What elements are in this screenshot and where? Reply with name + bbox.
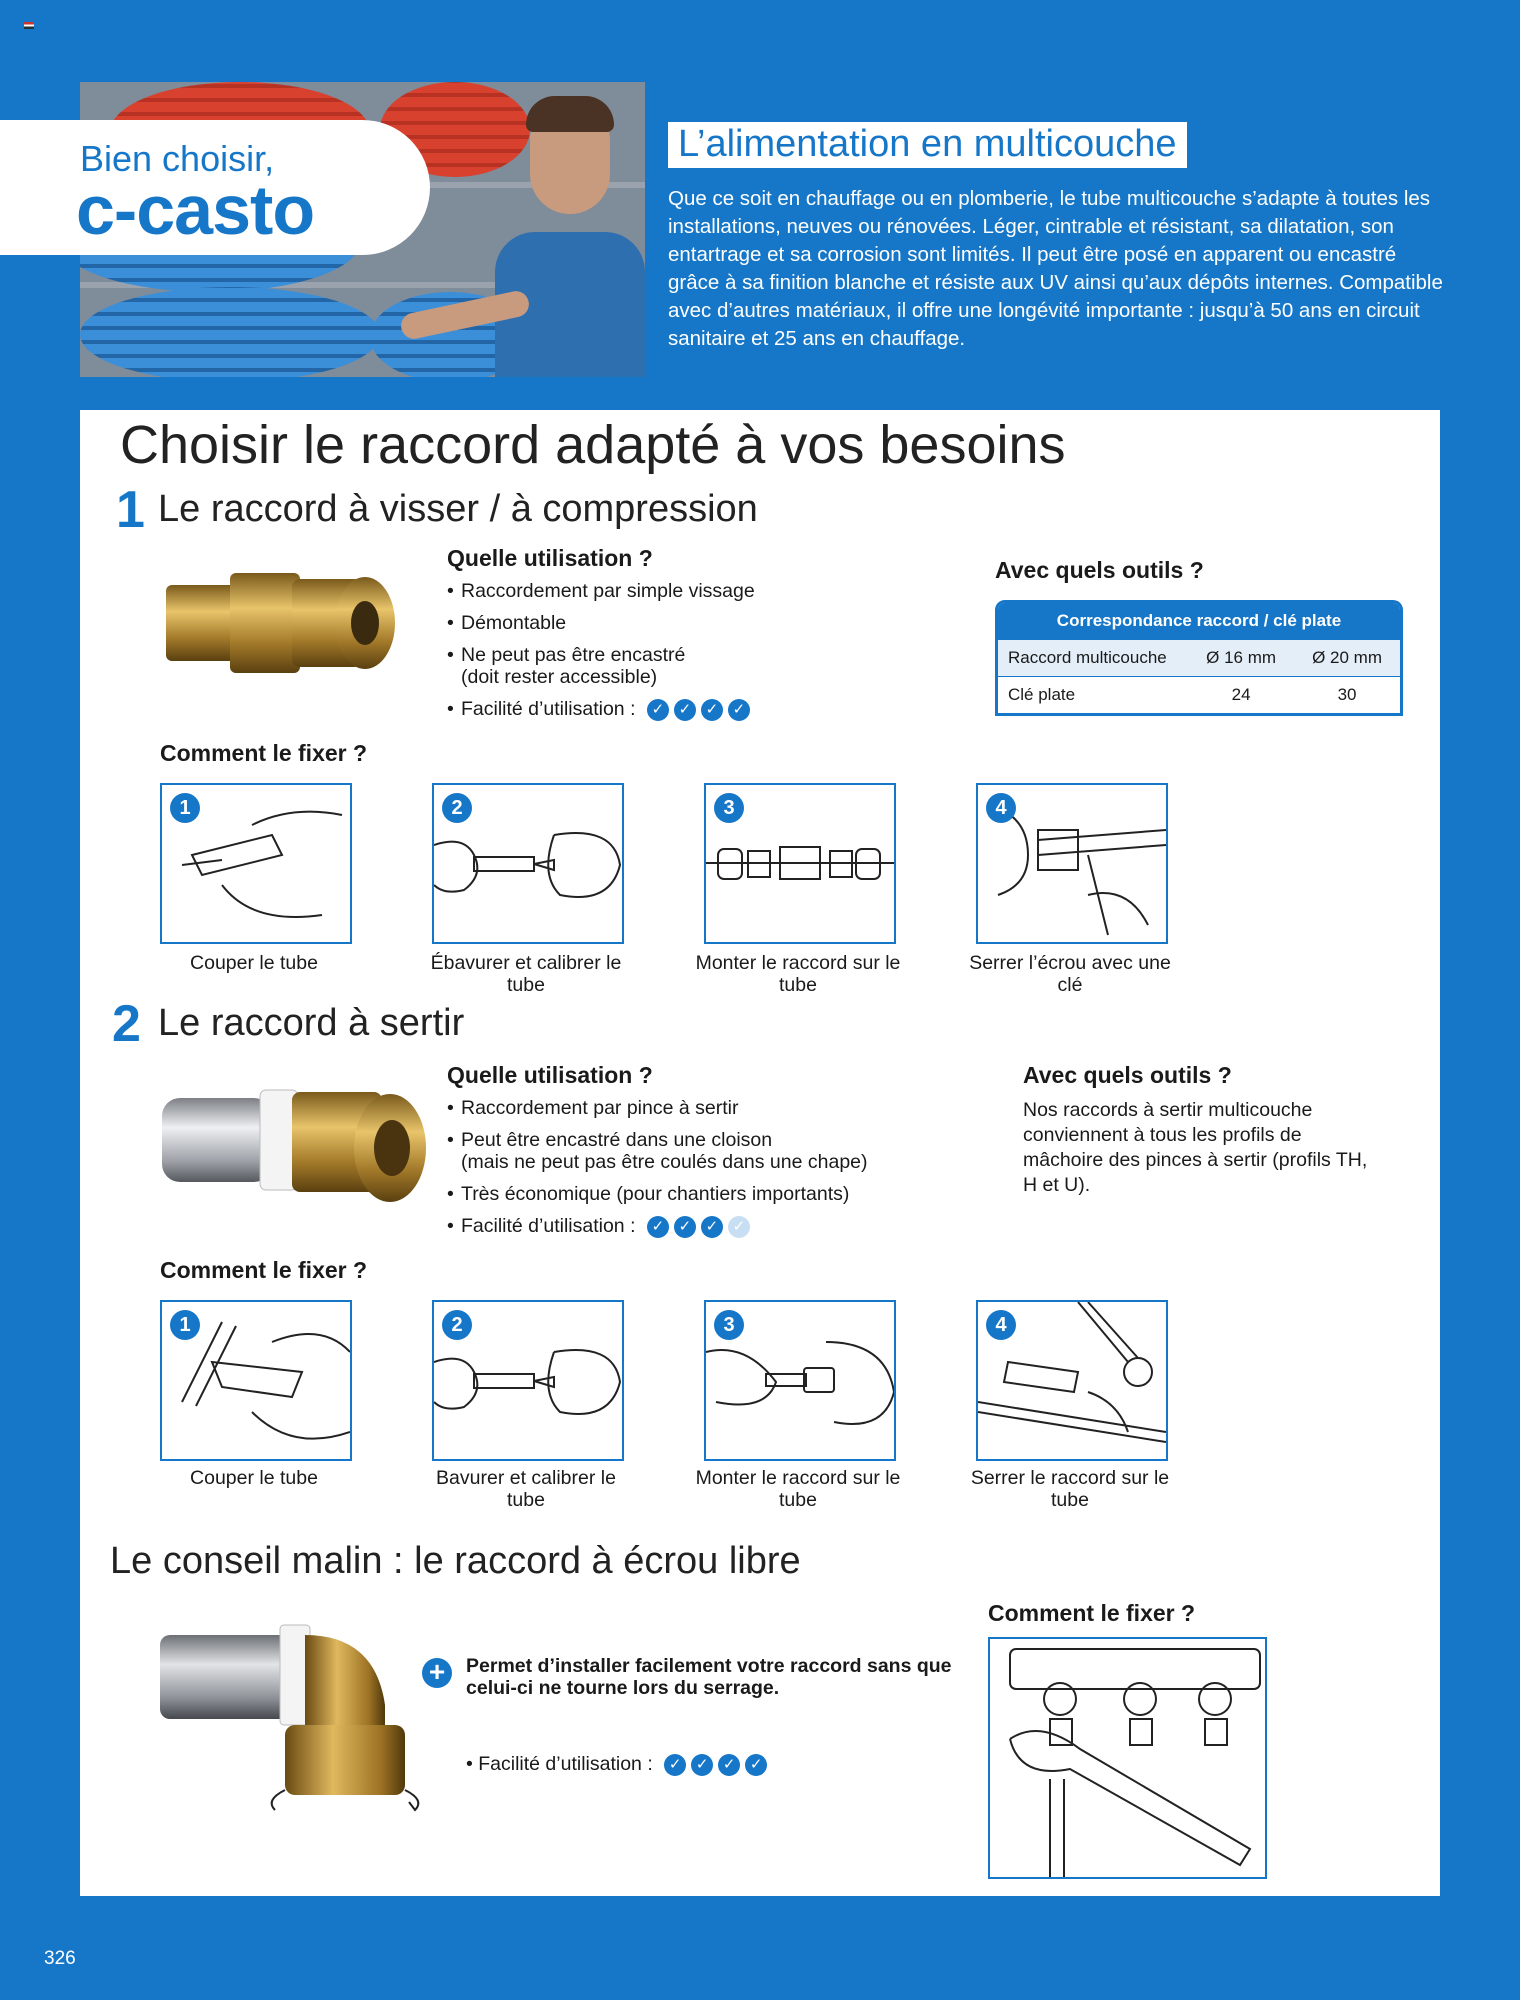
section-1-number: 1 [116, 481, 145, 539]
hero-title: L’alimentation en multicouche [668, 122, 1187, 168]
step-2-illustration [432, 783, 624, 944]
step-4-illustration [976, 1300, 1168, 1461]
section-2-usage-list [447, 1097, 967, 1248]
table-cell: Ø 20 mm [1312, 648, 1382, 667]
tip-benefit-text: Permet d’installer facilement votre raccord sans que celui-ci ne tourne lors du serrage. [466, 1655, 952, 1699]
section-2-tools-text: Nos raccords à sertir multicouche conviennent à tous les profils de mâchoire des pinces à sertir (profils TH, H et U). [1023, 1099, 1368, 1196]
step-caption: Couper le tube [190, 1467, 318, 1489]
section-2-usage-title: Quelle utilisation ? [447, 1062, 653, 1088]
brand-tagline: Bien choisir, [80, 138, 275, 179]
step-number: 3 [714, 793, 744, 823]
page-number: 326 [44, 1948, 76, 1969]
ease-label: • Facilité d’utilisation : [466, 1753, 653, 1775]
section-2-tools-title: Avec quels outils ? [1023, 1062, 1232, 1088]
step-caption: Bavurer et calibrer le tube [436, 1467, 616, 1511]
table-row [998, 676, 1400, 713]
step-caption: Couper le tube [190, 952, 318, 974]
check-icon: ✓ [701, 699, 723, 721]
step-3-illustration [704, 783, 896, 944]
person-hair [526, 96, 614, 132]
usage-item: • Démontable [447, 612, 867, 634]
step-caption: Serrer l’écrou avec une clé [969, 952, 1171, 996]
usage-item: • Raccordement par pince à sertir [447, 1097, 967, 1119]
step-caption: Monter le raccord sur le tube [695, 952, 901, 996]
check-icon: ✓ [674, 1216, 696, 1238]
table-header: Correspondance raccord / clé plate [998, 603, 1400, 639]
tip-ease-row [466, 1753, 767, 1776]
brand-badge [0, 120, 430, 255]
step-1-illustration [160, 783, 352, 944]
check-icon: ✓ [691, 1754, 713, 1776]
section-2-fix-title: Comment le fixer ? [160, 1257, 368, 1283]
tip-title: Le conseil malin : le raccord à écrou libre [110, 1540, 801, 1582]
step-1-illustration [160, 1300, 352, 1461]
section-1-tools-title: Avec quels outils ? [995, 557, 1204, 583]
page-title: Choisir le raccord adapté à vos besoins [120, 415, 1066, 475]
usage-item: • Peut être encastré dans une cloison (mais ne peut pas être coulés dans une chape) [447, 1129, 967, 1173]
step-caption: Ébavurer et calibrer le tube [430, 952, 622, 996]
table-cell: Raccord multicouche [1008, 648, 1167, 667]
step-4-illustration [976, 783, 1168, 944]
loose-nut-install-illustration [988, 1637, 1267, 1879]
check-icon: ✓ [718, 1754, 740, 1776]
tip-fix-title: Comment le fixer ? [988, 1600, 1196, 1626]
table-row [998, 639, 1400, 676]
hero-text: Que ce soit en chauffage ou en plomberie, le tube multicouche s’adapte à toutes les installations, neuves ou rénovées. Léger, cintrable et résistant, sa dilatation, son entartrage et sa corrosion sont limités. Il peut être posé en apparent ou encastré grâce à sa finition blanche et résiste aux UV ainsi qu’aux dépôts internes. Compatible avec d’autres matériaux, il offre une longévité importante : jusqu’à 50 ans en circuit sanitaire et 25 ans en chauffage. [668, 187, 1443, 350]
usage-item: • Ne peut pas être encastré (doit rester accessible) [447, 644, 867, 688]
table-cell: Ø 16 mm [1206, 648, 1277, 667]
section-1-usage-title: Quelle utilisation ? [447, 545, 653, 571]
check-icon: ✓ [701, 1216, 723, 1238]
wrench-size-table [995, 600, 1403, 716]
press-fitting-image [160, 1070, 435, 1220]
blue-tube-coil [80, 287, 380, 377]
plus-icon: + [422, 1658, 452, 1688]
step-number: 1 [170, 793, 200, 823]
loose-nut-fitting-image [150, 1615, 450, 1815]
step-number: 1 [170, 1310, 200, 1340]
brand-logo: c-casto [76, 171, 315, 249]
section-1-usage-list [447, 580, 867, 731]
check-icon: ✓ [728, 1216, 750, 1238]
section-1-title: Le raccord à visser / à compression [158, 488, 758, 530]
ease-label: Facilité d’utilisation : [461, 698, 636, 720]
step-number: 4 [986, 793, 1016, 823]
check-icon: ✓ [647, 699, 669, 721]
table-cell: 30 [1337, 685, 1357, 704]
usage-item: • Raccordement par simple vissage [447, 580, 867, 602]
ease-row [447, 698, 867, 721]
table-cell: Clé plate [1008, 685, 1076, 704]
table-cell: 24 [1231, 685, 1251, 704]
step-number: 4 [986, 1310, 1016, 1340]
ease-label: Facilité d’utilisation : [461, 1215, 636, 1237]
check-icon: ✓ [728, 699, 750, 721]
step-3-illustration [704, 1300, 896, 1461]
check-icon: ✓ [664, 1754, 686, 1776]
flag-icon [24, 22, 34, 29]
check-icon: ✓ [674, 699, 696, 721]
ease-rating [647, 699, 750, 721]
section-2-title: Le raccord à sertir [158, 1002, 465, 1044]
section-2-number: 2 [112, 995, 141, 1053]
step-number: 2 [442, 1310, 472, 1340]
usage-item: • Très économique (pour chantiers importants) [447, 1183, 967, 1205]
ease-rating [664, 1754, 767, 1776]
step-2-illustration [432, 1300, 624, 1461]
step-caption: Monter le raccord sur le tube [695, 1467, 901, 1511]
step-number: 3 [714, 1310, 744, 1340]
check-icon: ✓ [745, 1754, 767, 1776]
section-1-fix-title: Comment le fixer ? [160, 740, 368, 766]
step-caption: Serrer le raccord sur le tube [970, 1467, 1170, 1511]
compression-fitting-image [160, 555, 400, 685]
step-number: 2 [442, 793, 472, 823]
ease-rating [647, 1216, 750, 1238]
check-icon: ✓ [647, 1216, 669, 1238]
ease-row [447, 1215, 967, 1238]
